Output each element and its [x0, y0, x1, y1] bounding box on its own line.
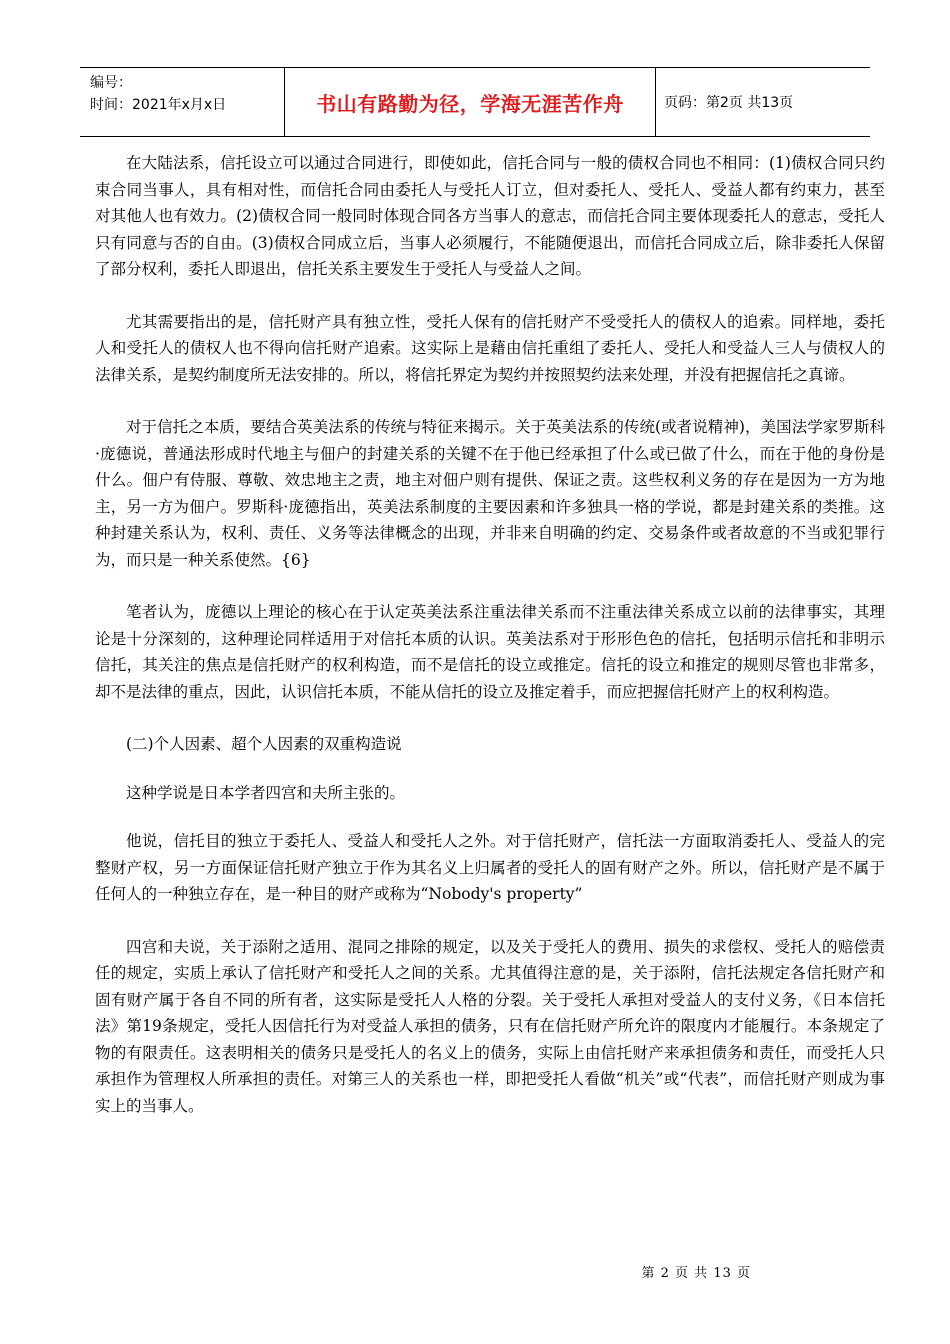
- paragraph-7: 四宫和夫说，关于添附之适用、混同之排除的规定，以及关于受托人的费用、损失的求偿权、受托人的赔偿责任的规定，实质上承认了信托财产和受托人之间的关系。尤其值得注意的是，关于添附，信托法规定各信托财产和固有财产属于各自不同的所有者，这实际是受托人人格的分裂。关于受托人承担对受益人的支付义务，《日本信托法》第19条规定，受托人因信托行为对受益人承担的债务，只有在信托财产所允许的限度内才能履行。本条规定了物的有限责任。这表明相关的债务只是受托人的名义上的债务，实际上由信托财产来承担债务和责任，而受托人只承担作为管理权人所承担的责任。对第三人的关系也一样，即把受托人看做“机关”或“代表”，而信托财产则成为事实上的当事人。: [95, 937, 885, 1115]
- paragraph-2: 尤其需要指出的是，信托财产具有独立性，受托人保有的信托财产不受受托人的债权人的追索。同样地，委托人和受托人的债权人也不得向信托财产追索。这实际上是藉由信托重组了委托人、受托人和受益人三人与债权人的法律关系，是契约制度所无法安排的。所以，将信托界定为契约并按照契约法来处理，并没有把握信托之真谛。: [95, 312, 885, 384]
- header-meta: [80, 68, 284, 136]
- paragraph-3: 对于信托之本质，要结合英美法系的传统与特征来揭示。关于英美法系的传统(或者说精神)，美国法学家罗斯科·庞德说，普通法形成时代地主与佃户的封建关系的关键不在于他已经承担了什么或已做了什么，而在于他的身份是什么。佃户有侍服、尊敬、效忠地主之责，地主对佃户则有提供、保证之责。这些权利义务的存在是因为一方为地主，另一方为佃户。罗斯科·庞德指出，英美法系制度的主要因素和许多独具一格的学说，都是封建关系的类推。这种封建关系认为，权利、责任、义务等法律概念的出现，并非来自明确的约定、交易条件或者故意的不当或犯罪行为，而只是一种关系使然。{6}: [95, 418, 885, 569]
- paragraph-4: 笔者认为，庞德以上理论的核心在于认定英美法系注重法律关系而不注重法律关系成立以前的法律事实，其理论是十分深刻的，这种理论同样适用于对信托本质的认识。英美法系对于形形色色的信托，包括明示信托和非明示信托，其关注的焦点是信托财产的权利构造，而不是信托的设立或推定。信托的设立和推定的规则尽管也非常多，却不是法律的重点，因此，认识信托本质，不能从信托的设立及推定着手，而应把握信托财产上的权利构造。: [95, 603, 885, 701]
- page-footer-number: 第 2 页 共 13 页: [641, 1266, 751, 1281]
- document-date-label: 时间：2021年x月x日: [90, 97, 227, 113]
- document-body: [95, 150, 885, 1145]
- document-number-label: 编号：: [90, 75, 132, 91]
- header-page-indicator: 页码：第2页 共13页: [664, 95, 794, 111]
- paragraph-6: 他说，信托目的独立于委托人、受益人和受托人之外。对于信托财产，信托法一方面取消委托人、受益人的完整财产权，另一方面保证信托财产独立于作为其名义上归属者的受托人的固有财产之外。所以，信托财产是不属于任何人的一种独立存在，是一种目的财产或称为“Nobody's property”: [95, 832, 885, 903]
- paragraph-1: 在大陆法系，信托设立可以通过合同进行，即使如此，信托合同与一般的债权合同也不相同：(1)债权合同只约束合同当事人，具有相对性，而信托合同由委托人与受托人订立，但对委托人、受托人、受益人都有约束力，甚至对其他人也有效力。(2)债权合同一般同时体现合同各方当事人的意志，而信托合同主要体现委托人的意志，受托人只有同意与否的自由。(3)债权合同成立后，当事人必须履行，不能随便退出，而信托合同成立后，除非委托人保留了部分权利，委托人即退出，信托关系主要发生于受托人与受益人之间。: [95, 154, 885, 278]
- page-header: [80, 67, 870, 137]
- paragraph-5: 这种学说是日本学者四宫和夫所主张的。: [126, 783, 406, 802]
- section-heading: (二)个人因素、超个人因素的双重构造说: [126, 735, 402, 753]
- header-motto: 书山有路勤为径，学海无涯苦作舟: [284, 68, 656, 136]
